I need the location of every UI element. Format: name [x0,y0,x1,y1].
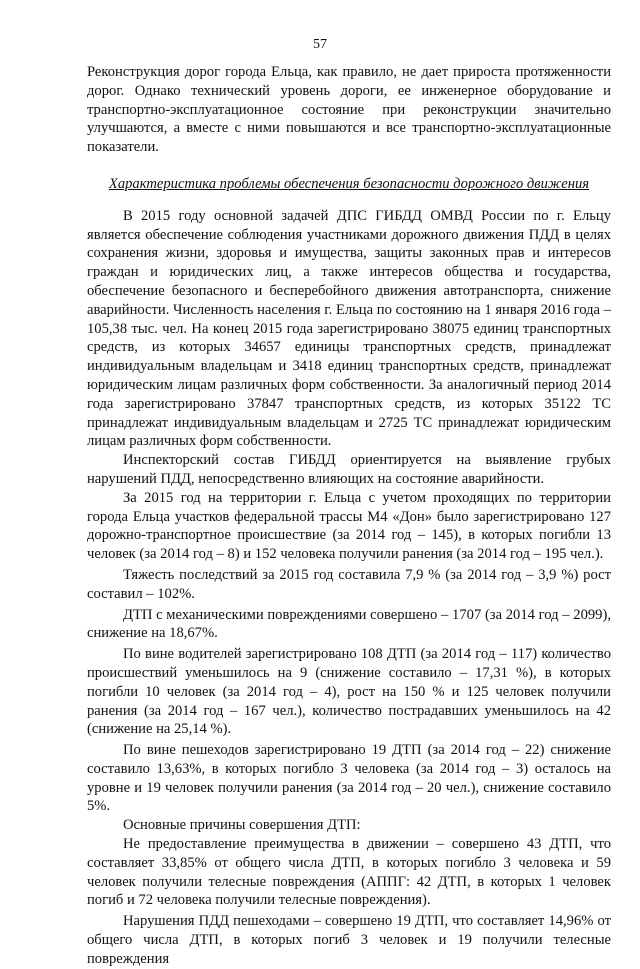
paragraph-drivers-fault: По вине водителей зарегистрировано 108 ДТП (за 2014 год – 117) количество происшествий уменьшилось на 9 (снижение составило – 17,31 %), в которых погибли 10 человек (за 2014 год – 4), рост на 150 % и 125 человек получили ранения (за 2014 год – 167 чел.), количество пострадавших уменьшилось на 42 (снижение на 25,14 %). [87,646,611,738]
paragraph-right-of-way: Не предоставление преимущества в движении – совершено 43 ДТП, что составляет 33,85% от общего числа ДТП, в которых погибло 3 человека и 59 человек получили телесные повреждения (АППГ: 42 ДТП, в которых 1 человек погиб и 72 человека получили телесные повреждения). [87,836,611,909]
section-title: Характеристика проблемы обеспечения безопасности дорожного движения [108,175,590,192]
paragraph-severity: Тяжесть последствий за 2015 год составила 7,9 % (за 2014 год – 3,9 %) рост составил – 102%. [87,566,611,602]
document-body [87,63,611,969]
intro-paragraph: Реконструкция дорог города Ельца, как правило, не дает прироста протяженности дорог. Однако технический уровень дороги, ее инженерное оборудование и транспортно-эксплуатационное состояние при реконструкции значительно улучшаются, а вместе с ними повышаются и все транспортно-эксплуатационные показатели. [87,64,611,156]
paragraph-accidents-2015: За 2015 год на территории г. Ельца с учетом проходящих по территории города Ельца участков федеральной трассы М4 «Дон» было зарегистрировано 127 дорожно-транспортное происшествие (за 2014 год – 145), в которых погибли 13 человек (за 2014 год – 8) и 152 человека получили ранения (за 2014 год – 195 чел.). [87,489,611,563]
paragraph-pedestrian-violations: Нарушения ПДД пешеходами – совершено 19 ДТП, что составляет 14,96% от общего числа ДТП, в которых погиб 3 человек и 19 получили телесные повреждения [87,913,611,967]
paragraph-inspectors: Инспекторский состав ГИБДД ориентируется на выявление грубых нарушений ПДД, непосредственно влияющих на состояние аварийности. [87,452,611,487]
paragraph-pedestrians-fault: По вине пешеходов зарегистрировано 19 ДТП (за 2014 год – 22) снижение составило 13,63%, в которых погибло 3 человека (за 2014 год – 3) осталось на уровне и 19 человек получили ранения (за 2014 год – 20 чел.), снижение составило 5%. [87,742,611,815]
paragraph-main-causes: Основные причины совершения ДТП: [123,817,361,834]
page-number: 57 [313,37,327,52]
paragraph-tasks-and-statistics: В 2015 году основной задачей ДПС ГИБДД ОМВД России по г. Ельцу является обеспечение соблюдения участниками дорожного движения ПДД в целях сохранения жизни, здоровья и имущества, защиты законных прав и интересов граждан и юридических лиц, а также интересов общества и государства, обеспечение безопасного и бесперебойного движения автотранспорта, снижение аварийности. Численность населения г. Ельца по состоянию на 1 января 2016 года – 105,38 тыс. чел. На конец 2015 года зарегистрировано 38075 единиц транспортных средств, из которых 34657 единицы транспортных средств, принадлежат индивидуальным владельцам и 3418 единиц транспортных средств, принадлежат юридическим лицам различных форм собственности. За аналогичный период 2014 года зарегистрировано 37847 транспортных средств, из которых 35122 ТС принадлежат индивидуальным владельцам и 2725 ТС принадлежат юридическим лицам различных форм собственности. [87,207,611,450]
paragraph-mechanical-damage: ДТП с механическими повреждениями совершено – 1707 (за 2014 год – 2099), снижение на 18,67%. [87,606,611,642]
